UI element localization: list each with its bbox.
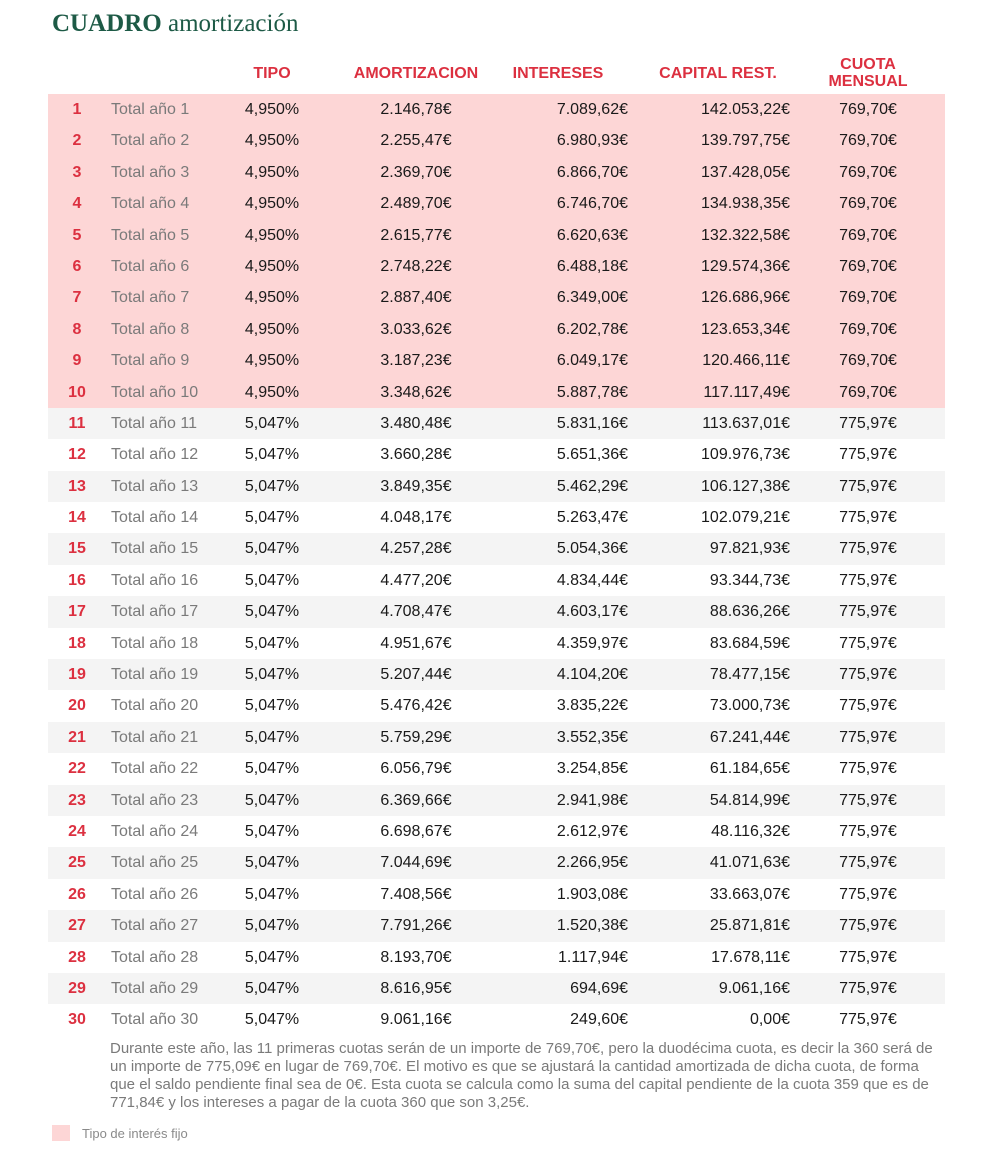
row-capital: 120.466,11€	[702, 352, 790, 370]
row-capital: 73.000,73€	[709, 697, 790, 715]
row-capital: 48.116,32€	[711, 822, 790, 840]
row-cuota: 775,97€	[839, 760, 897, 778]
row-tipo: 5,047%	[244, 571, 300, 589]
header-cuota	[808, 52, 928, 94]
row-label: Total año 8	[111, 320, 190, 338]
row-cuota: 775,97€	[839, 885, 897, 903]
row-cuota: 775,97€	[839, 603, 897, 621]
row-tipo: 4,950%	[244, 101, 300, 118]
header-capital: CAPITAL REST.	[659, 64, 777, 82]
row-intereses: 6.980,93€	[556, 132, 628, 150]
row-intereses: 6.049,17€	[556, 352, 628, 370]
row-capital: 132.322,58€	[701, 226, 790, 244]
row-capital: 126.686,96€	[701, 289, 790, 307]
row-capital: 93.344,73€	[709, 571, 790, 589]
row-capital: 113.637,01€	[702, 414, 790, 432]
table-row	[48, 565, 945, 596]
row-capital: 41.071,63€	[709, 854, 790, 872]
row-label: Total año 1	[111, 101, 190, 118]
row-capital: 123.653,34€	[701, 320, 790, 338]
row-intereses: 1.117,94€	[558, 948, 628, 966]
row-amortizacion: 6.056,79€	[380, 760, 452, 778]
row-number: 30	[68, 1011, 86, 1029]
row-capital: 142.053,22€	[701, 101, 790, 118]
row-amortizacion: 2.489,70€	[380, 195, 452, 213]
row-number: 13	[68, 477, 86, 495]
row-capital: 109.976,73€	[701, 446, 790, 464]
row-intereses: 249,60€	[570, 1011, 628, 1029]
table-row	[48, 377, 945, 408]
row-intereses: 6.866,70€	[556, 163, 628, 181]
row-tipo: 5,047%	[244, 603, 300, 621]
header-intereses: INTERESES	[512, 64, 604, 82]
row-number: 2	[72, 132, 82, 150]
row-amortizacion: 4.048,17€	[380, 509, 452, 527]
row-tipo: 4,950%	[244, 352, 300, 370]
table-row	[48, 816, 945, 847]
row-tipo: 5,047%	[244, 414, 300, 432]
row-number: 20	[68, 697, 86, 715]
row-label: Total año 19	[111, 666, 199, 684]
row-label: Total año 3	[111, 163, 190, 181]
row-cuota: 775,97€	[839, 979, 897, 997]
row-capital: 129.574,36€	[701, 257, 790, 275]
row-label: Total año 29	[111, 979, 199, 997]
row-intereses: 5.887,78€	[556, 383, 628, 401]
header-tipo: TIPO	[253, 64, 291, 82]
row-capital: 139.797,75€	[701, 132, 790, 150]
row-cuota: 775,97€	[839, 917, 897, 935]
row-number: 21	[68, 728, 86, 746]
row-amortizacion: 4.477,20€	[380, 571, 452, 589]
row-label: Total año 4	[111, 195, 190, 213]
row-cuota: 775,97€	[839, 446, 897, 464]
row-capital: 0,00€	[749, 1011, 790, 1029]
row-label: Total año 14	[111, 509, 199, 527]
row-tipo: 5,047%	[244, 791, 300, 809]
row-capital: 17.678,11€	[711, 948, 790, 966]
row-tipo: 5,047%	[244, 446, 300, 464]
row-amortizacion: 3.849,35€	[380, 477, 452, 495]
row-label: Total año 10	[111, 383, 199, 401]
row-intereses: 2.266,95€	[556, 854, 628, 872]
row-number: 1	[72, 101, 82, 118]
row-intereses: 5.462,29€	[556, 477, 628, 495]
row-tipo: 4,950%	[244, 195, 300, 213]
row-amortizacion: 2.146,78€	[380, 101, 452, 118]
row-intereses: 5.651,36€	[556, 446, 628, 464]
row-tipo: 5,047%	[244, 822, 300, 840]
row-cuota: 775,97€	[839, 854, 897, 872]
legend	[52, 1125, 188, 1141]
row-cuota: 775,97€	[839, 666, 897, 684]
table-row	[48, 439, 945, 470]
row-amortizacion: 6.369,66€	[380, 791, 452, 809]
row-intereses: 3.254,85€	[556, 760, 628, 778]
table-row	[48, 125, 945, 156]
table-row	[48, 659, 945, 690]
table-row	[48, 282, 945, 313]
table-row	[48, 188, 945, 219]
table-row	[48, 942, 945, 973]
row-cuota: 775,97€	[839, 697, 897, 715]
row-amortizacion: 5.759,29€	[380, 728, 452, 746]
row-capital: 78.477,15€	[709, 666, 790, 684]
table-row	[48, 847, 945, 878]
row-amortizacion: 3.033,62€	[380, 320, 452, 338]
row-label: Total año 2	[111, 132, 190, 150]
row-number: 8	[72, 320, 82, 338]
row-tipo: 5,047%	[244, 854, 300, 872]
row-intereses: 2.612,97€	[556, 822, 628, 840]
row-tipo: 5,047%	[244, 885, 300, 903]
row-label: Total año 12	[111, 446, 199, 464]
table-row	[48, 973, 945, 1004]
row-cuota: 775,97€	[839, 634, 897, 652]
row-intereses: 3.835,22€	[556, 697, 628, 715]
row-amortizacion: 4.708,47€	[380, 603, 452, 621]
row-amortizacion: 2.369,70€	[380, 163, 452, 181]
row-intereses: 6.620,63€	[556, 226, 628, 244]
row-number: 15	[68, 540, 86, 558]
header-cuota-line1: CUOTA	[840, 56, 896, 73]
row-label: Total año 9	[111, 352, 190, 370]
row-label: Total año 30	[111, 1011, 199, 1029]
table-row	[48, 628, 945, 659]
row-number: 4	[72, 195, 82, 213]
row-cuota: 775,97€	[839, 728, 897, 746]
table-row	[48, 910, 945, 941]
row-amortizacion: 3.480,48€	[380, 414, 452, 432]
row-amortizacion: 3.660,28€	[380, 446, 452, 464]
row-tipo: 5,047%	[244, 666, 300, 684]
row-tipo: 5,047%	[244, 540, 300, 558]
row-capital: 102.079,21€	[701, 509, 790, 527]
row-amortizacion: 4.951,67€	[380, 634, 452, 652]
row-label: Total año 24	[111, 822, 199, 840]
row-amortizacion: 9.061,16€	[380, 1011, 452, 1029]
row-tipo: 5,047%	[244, 477, 300, 495]
row-number: 6	[72, 257, 82, 275]
table-row	[48, 408, 945, 439]
row-cuota: 769,70€	[839, 195, 897, 213]
row-intereses: 5.263,47€	[556, 509, 628, 527]
table-row	[48, 220, 945, 251]
row-tipo: 4,950%	[244, 320, 300, 338]
legend-swatch	[52, 1125, 70, 1141]
row-label: Total año 25	[111, 854, 199, 872]
row-capital: 54.814,99€	[709, 791, 790, 809]
row-amortizacion: 8.193,70€	[380, 948, 452, 966]
row-cuota: 769,70€	[839, 163, 897, 181]
row-intereses: 6.202,78€	[556, 320, 628, 338]
legend-label: Tipo de interés fijo	[82, 1125, 188, 1141]
row-capital: 137.428,05€	[701, 163, 790, 181]
row-label: Total año 21	[111, 728, 199, 746]
table-row	[48, 690, 945, 721]
row-amortizacion: 7.408,56€	[380, 885, 452, 903]
row-cuota: 775,97€	[839, 948, 897, 966]
row-number: 10	[68, 383, 86, 401]
row-amortizacion: 8.616,95€	[380, 979, 452, 997]
row-cuota: 775,97€	[839, 477, 897, 495]
row-amortizacion: 2.255,47€	[380, 132, 452, 150]
row-capital: 117.117,49€	[703, 383, 790, 401]
amortization-table	[48, 94, 945, 1036]
row-capital: 25.871,81€	[709, 917, 790, 935]
table-row	[48, 722, 945, 753]
row-number: 11	[68, 414, 86, 432]
row-cuota: 775,97€	[839, 509, 897, 527]
row-intereses: 1.520,38€	[556, 917, 628, 935]
row-number: 28	[68, 948, 86, 966]
row-label: Total año 20	[111, 697, 199, 715]
row-intereses: 694,69€	[570, 979, 628, 997]
row-number: 19	[68, 666, 86, 684]
row-cuota: 775,97€	[839, 414, 897, 432]
table-row	[48, 471, 945, 502]
table-row	[48, 345, 945, 376]
header-cuota-line2: MENSUAL	[828, 73, 908, 90]
row-number: 25	[68, 854, 86, 872]
row-intereses: 5.831,16€	[556, 414, 628, 432]
table-row	[48, 533, 945, 564]
row-cuota: 769,70€	[839, 226, 897, 244]
row-amortizacion: 2.615,77€	[380, 226, 452, 244]
row-intereses: 5.054,36€	[556, 540, 628, 558]
table-row	[48, 502, 945, 533]
row-capital: 33.663,07€	[709, 885, 790, 903]
row-cuota: 775,97€	[839, 1011, 897, 1029]
table-row	[48, 1004, 945, 1035]
row-tipo: 4,950%	[244, 132, 300, 150]
row-label: Total año 18	[111, 634, 199, 652]
row-label: Total año 11	[111, 414, 197, 432]
row-amortizacion: 4.257,28€	[380, 540, 452, 558]
row-number: 29	[68, 979, 86, 997]
row-capital: 88.636,26€	[709, 603, 790, 621]
row-intereses: 4.359,97€	[556, 634, 628, 652]
row-number: 12	[68, 446, 86, 464]
row-tipo: 5,047%	[244, 697, 300, 715]
row-tipo: 5,047%	[244, 509, 300, 527]
row-number: 24	[68, 822, 86, 840]
row-intereses: 6.746,70€	[556, 195, 628, 213]
row-intereses: 6.488,18€	[556, 257, 628, 275]
row-amortizacion: 2.887,40€	[380, 289, 452, 307]
row-capital: 106.127,38€	[701, 477, 790, 495]
table-row	[48, 596, 945, 627]
header-amortizacion: AMORTIZACION	[353, 64, 479, 82]
row-capital: 134.938,35€	[701, 195, 790, 213]
row-tipo: 5,047%	[244, 634, 300, 652]
row-number: 14	[68, 509, 86, 527]
row-number: 26	[68, 885, 86, 903]
row-number: 23	[68, 791, 86, 809]
row-amortizacion: 7.044,69€	[380, 854, 452, 872]
footnote: Durante este año, las 11 primeras cuotas serán de un importe de 769,70€, pero la duodécima cuota, es decir la 360 será de un importe de 775,09€ en lugar de 769,70€. El motivo es que se ajustará la cantidad amortizada de dicha cuota, de forma que el saldo pendiente final sea de 0€. Esta cuota se calcula como la suma del capital pendiente de la cuota 359 que es de 771,84€ y los intereses a pagar de la cuota 360 que son 3,25€.	[110, 1040, 933, 1111]
row-cuota: 769,70€	[839, 383, 897, 401]
row-tipo: 4,950%	[244, 226, 300, 244]
table-row	[48, 157, 945, 188]
table-row	[48, 879, 945, 910]
table-row	[48, 251, 945, 282]
row-tipo: 4,950%	[244, 163, 300, 181]
row-number: 5	[72, 226, 82, 244]
page-title-rest: amortización	[161, 10, 299, 37]
row-intereses: 3.552,35€	[556, 728, 628, 746]
row-number: 22	[68, 760, 86, 778]
row-amortizacion: 7.791,26€	[380, 917, 452, 935]
row-cuota: 775,97€	[839, 571, 897, 589]
table-header	[48, 52, 945, 94]
row-number: 16	[68, 571, 86, 589]
row-amortizacion: 5.476,42€	[380, 697, 452, 715]
row-amortizacion: 5.207,44€	[380, 666, 452, 684]
row-intereses: 7.089,62€	[556, 101, 628, 118]
table-row	[48, 753, 945, 784]
row-tipo: 5,047%	[244, 917, 300, 935]
row-label: Total año 15	[111, 540, 199, 558]
row-intereses: 1.903,08€	[556, 885, 628, 903]
table-row	[48, 785, 945, 816]
row-amortizacion: 3.348,62€	[380, 383, 452, 401]
row-cuota: 769,70€	[839, 352, 897, 370]
row-tipo: 4,950%	[244, 383, 300, 401]
row-tipo: 4,950%	[244, 257, 300, 275]
row-amortizacion: 2.748,22€	[380, 257, 452, 275]
row-number: 27	[68, 917, 86, 935]
row-label: Total año 7	[111, 289, 190, 307]
row-number: 17	[68, 603, 86, 621]
row-tipo: 5,047%	[244, 728, 300, 746]
row-intereses: 4.104,20€	[556, 666, 628, 684]
row-tipo: 5,047%	[244, 979, 300, 997]
row-cuota: 775,97€	[839, 822, 897, 840]
row-label: Total año 5	[111, 226, 190, 244]
row-cuota: 769,70€	[839, 289, 897, 307]
row-intereses: 6.349,00€	[556, 289, 628, 307]
row-cuota: 769,70€	[839, 132, 897, 150]
row-intereses: 4.603,17€	[556, 603, 628, 621]
table-row	[48, 94, 945, 125]
row-number: 18	[68, 634, 86, 652]
row-label: Total año 27	[111, 917, 199, 935]
row-label: Total año 6	[111, 257, 190, 275]
row-capital: 9.061,16€	[718, 979, 790, 997]
row-number: 7	[72, 289, 82, 307]
row-capital: 83.684,59€	[709, 634, 790, 652]
page-title	[52, 10, 298, 38]
page-title-bold: CUADRO	[52, 10, 162, 37]
row-number: 3	[72, 163, 82, 181]
row-number: 9	[72, 352, 82, 370]
row-cuota: 769,70€	[839, 257, 897, 275]
row-label: Total año 16	[111, 571, 199, 589]
row-amortizacion: 6.698,67€	[380, 822, 452, 840]
row-label: Total año 17	[111, 603, 199, 621]
table-row	[48, 314, 945, 345]
row-cuota: 769,70€	[839, 101, 897, 118]
row-tipo: 5,047%	[244, 948, 300, 966]
row-intereses: 4.834,44€	[556, 571, 628, 589]
row-amortizacion: 3.187,23€	[380, 352, 452, 370]
row-label: Total año 13	[111, 477, 199, 495]
row-cuota: 775,97€	[839, 540, 897, 558]
row-cuota: 775,97€	[839, 791, 897, 809]
row-capital: 61.184,65€	[709, 760, 790, 778]
row-cuota: 769,70€	[839, 320, 897, 338]
row-label: Total año 28	[111, 948, 199, 966]
row-tipo: 4,950%	[244, 289, 300, 307]
row-capital: 97.821,93€	[709, 540, 790, 558]
row-label: Total año 23	[111, 791, 199, 809]
row-label: Total año 22	[111, 760, 199, 778]
row-label: Total año 26	[111, 885, 199, 903]
row-tipo: 5,047%	[244, 1011, 300, 1029]
row-capital: 67.241,44€	[709, 728, 790, 746]
row-tipo: 5,047%	[244, 760, 300, 778]
row-intereses: 2.941,98€	[556, 791, 628, 809]
